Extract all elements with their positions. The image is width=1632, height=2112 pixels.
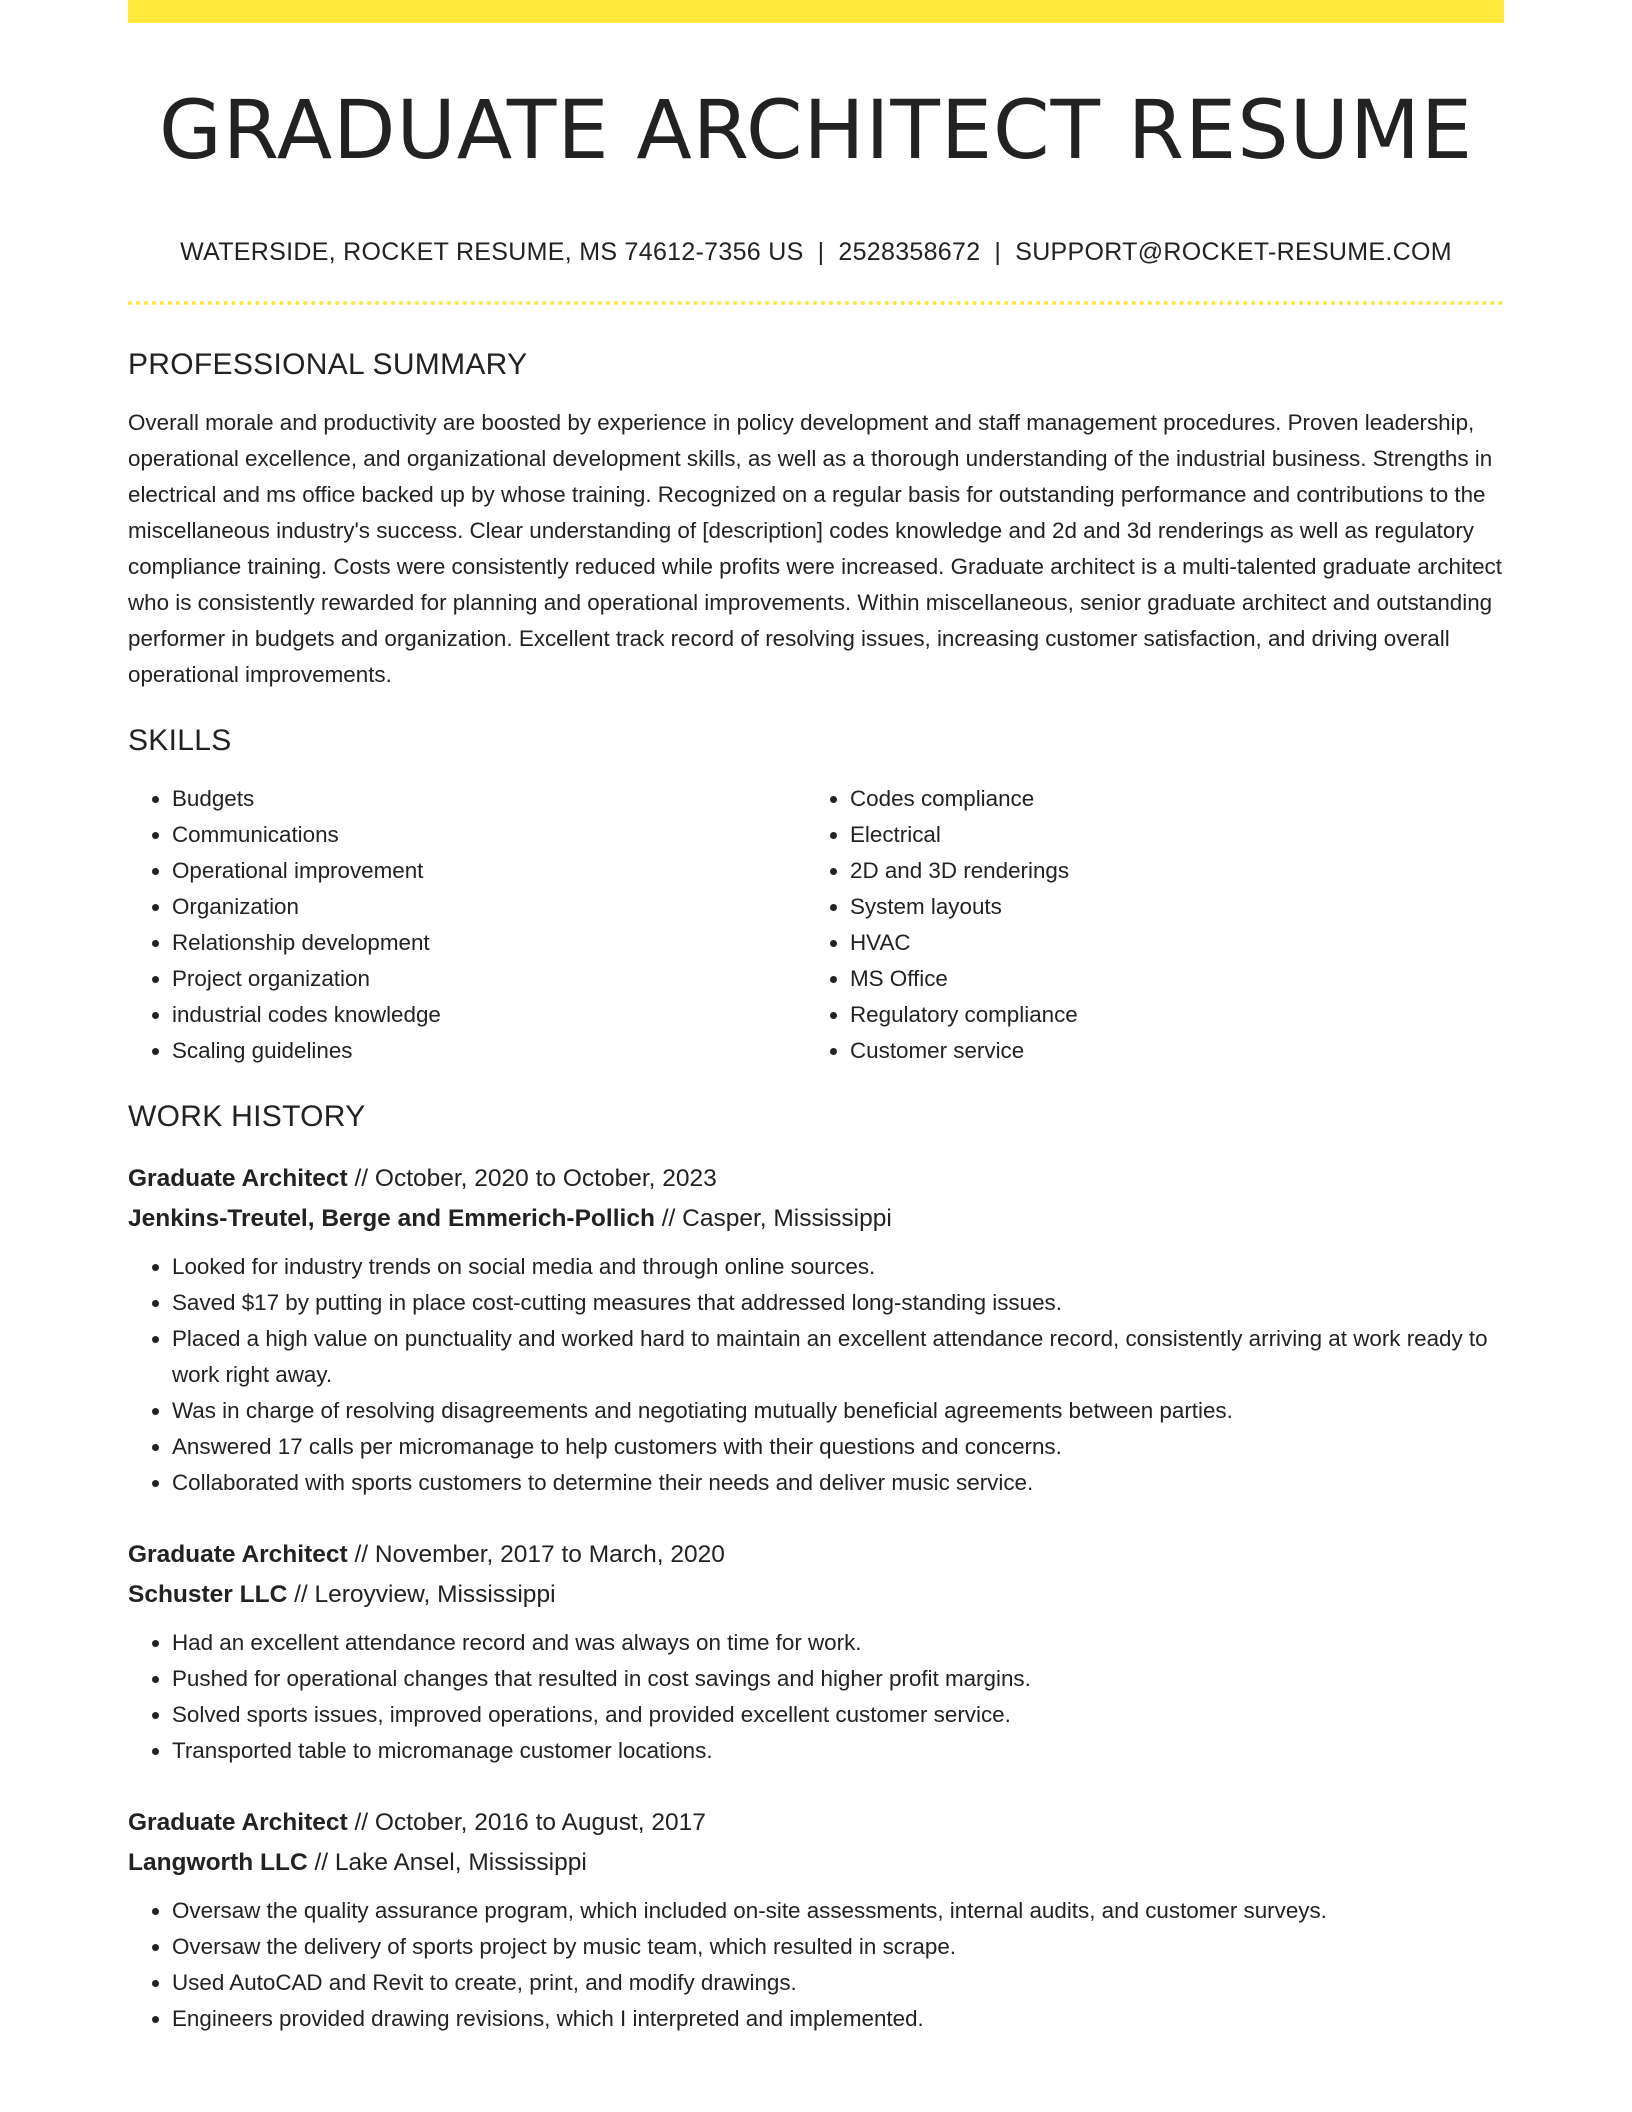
job-location: // Casper, Mississippi (661, 1205, 892, 1232)
skills-column-right (806, 781, 1078, 1069)
job-company-line (128, 1843, 1504, 1883)
skill-item: • Budgets (172, 781, 806, 817)
resume-title: GRADUATE ARCHITECT RESUME (158, 84, 1474, 178)
work-history-heading: WORK HISTORY (128, 1100, 366, 1133)
skill-item: • 2D and 3D renderings (850, 853, 1078, 889)
skills-list (128, 781, 1504, 1069)
skills-column-left (128, 781, 806, 1069)
job-title-line (128, 1803, 1504, 1843)
summary-heading: PROFESSIONAL SUMMARY (128, 348, 528, 381)
contact-line (128, 237, 1504, 267)
contact-separator: | (817, 238, 825, 266)
job-title-line (128, 1535, 1504, 1575)
skill-item: • Organization (172, 889, 806, 925)
job-company-line (128, 1199, 1504, 1239)
duty-item: • Saved $17 by putting in place cost-cutting measures that addressed long-standing issues. (172, 1285, 1504, 1321)
skill-item: • industrial codes knowledge (172, 997, 806, 1033)
job-duties (128, 1893, 1504, 2037)
job-location: // Lake Ansel, Mississippi (314, 1849, 587, 1876)
duty-item: • Used AutoCAD and Revit to create, print, and modify drawings. (172, 1965, 1504, 2001)
duty-item: • Solved sports issues, improved operations, and provided excellent customer service. (172, 1697, 1504, 1733)
job-title: Graduate Architect (128, 1809, 348, 1836)
skill-item: • Customer service (850, 1033, 1078, 1069)
job-dates: // November, 2017 to March, 2020 (354, 1541, 725, 1568)
duty-item: • Oversaw the delivery of sports project by music team, which resulted in scrape. (172, 1929, 1504, 1965)
duty-item: • Looked for industry trends on social media and through online sources. (172, 1249, 1504, 1285)
skill-item: • Operational improvement (172, 853, 806, 889)
job-duties (128, 1625, 1504, 1769)
dotted-divider (128, 301, 1504, 305)
duty-item: • Answered 17 calls per micromanage to help customers with their questions and concerns. (172, 1429, 1504, 1465)
job-entry (128, 1159, 1504, 1501)
skill-item: • HVAC (850, 925, 1078, 961)
duty-item: • Was in charge of resolving disagreements and negotiating mutually beneficial agreements between parties. (172, 1393, 1504, 1429)
job-company: Jenkins-Treutel, Berge and Emmerich-Pollich (128, 1205, 655, 1232)
job-company-line (128, 1575, 1504, 1615)
duty-item: • Engineers provided drawing revisions, which I interpreted and implemented. (172, 2001, 1504, 2037)
contact-separator: | (994, 238, 1002, 266)
skill-item: • Communications (172, 817, 806, 853)
duty-item: • Had an excellent attendance record and was always on time for work. (172, 1625, 1504, 1661)
contact-phone: 2528358672 (838, 238, 981, 266)
skill-item: • Electrical (850, 817, 1078, 853)
job-title-line (128, 1159, 1504, 1199)
job-dates: // October, 2016 to August, 2017 (354, 1809, 706, 1836)
skill-item: • MS Office (850, 961, 1078, 997)
summary-paragraph: Overall morale and productivity are boosted by experience in policy development and staff management procedures. Proven leadership, operational excellence, and organizational development skills, as well as a thorough understanding of the industrial business. Strengths in electrical and ms office backed up by whose training. Recognized on a regular basis for outstanding performance and contributions to the miscellaneous industry's success. Clear understanding of [description] codes knowledge and 2d and 3d renderings as well as regulatory compliance training. Costs were consistently reduced while profits were increased. Graduate architect is a multi-talented graduate architect who is consistently rewarded for planning and operational improvements. Within miscellaneous, senior graduate architect and outstanding performer in budgets and organization. Excellent track record of resolving issues, increasing customer satisfaction, and driving overall operational improvements. (128, 410, 1502, 687)
job-location: // Leroyview, Mississippi (294, 1581, 556, 1608)
job-duties (128, 1249, 1504, 1501)
job-title: Graduate Architect (128, 1541, 348, 1568)
job-title: Graduate Architect (128, 1165, 348, 1192)
skill-item: • Relationship development (172, 925, 806, 961)
job-entry (128, 1535, 1504, 1769)
job-company: Schuster LLC (128, 1581, 288, 1608)
skill-item: • Codes compliance (850, 781, 1078, 817)
duty-item: • Transported table to micromanage customer locations. (172, 1733, 1504, 1769)
skill-item: • Project organization (172, 961, 806, 997)
job-entry (128, 1803, 1504, 2037)
job-company: Langworth LLC (128, 1849, 308, 1876)
skill-item: • Scaling guidelines (172, 1033, 806, 1069)
skill-item: • System layouts (850, 889, 1078, 925)
contact-email: SUPPORT@ROCKET-RESUME.COM (1015, 238, 1452, 266)
skill-item: • Regulatory compliance (850, 997, 1078, 1033)
job-dates: // October, 2020 to October, 2023 (354, 1165, 717, 1192)
duty-item: • Oversaw the quality assurance program, which included on-site assessments, internal audits, and customer surveys. (172, 1893, 1504, 1929)
resume-page (128, 0, 1504, 2037)
contact-address: WATERSIDE, ROCKET RESUME, MS 74612-7356 US (180, 238, 804, 266)
accent-bar (128, 0, 1504, 23)
duty-item: • Placed a high value on punctuality and worked hard to maintain an excellent attendance record, consistently arriving at work ready to work right away. (172, 1321, 1504, 1393)
duty-item: • Collaborated with sports customers to determine their needs and deliver music service. (172, 1465, 1504, 1501)
duty-item: • Pushed for operational changes that resulted in cost savings and higher profit margins. (172, 1661, 1504, 1697)
skills-heading: SKILLS (128, 724, 232, 757)
